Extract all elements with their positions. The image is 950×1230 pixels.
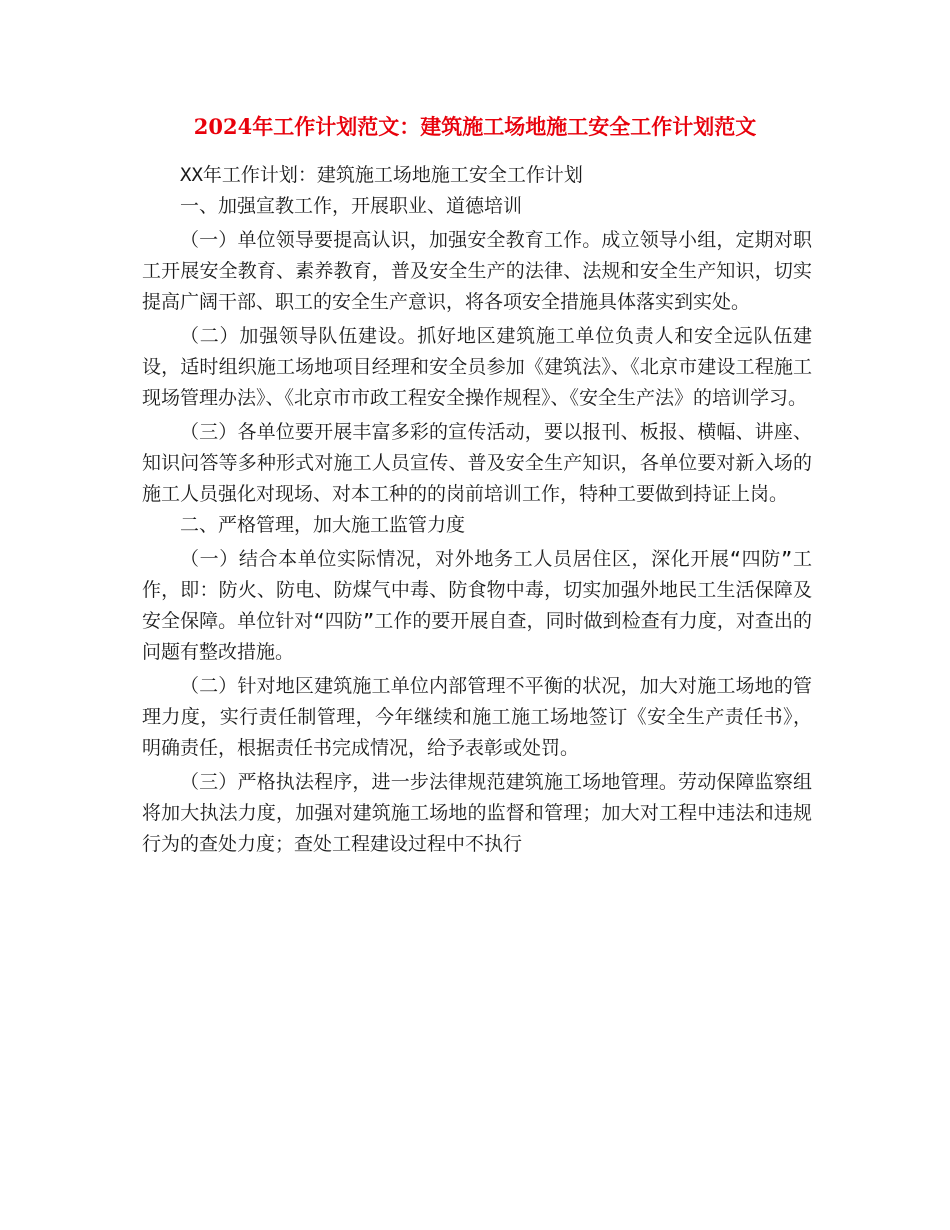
- paragraph-1-3: （三）各单位要开展丰富多彩的宣传活动，要以报刊、板报、横幅、讲座、知识问答等多种形式对施工人员宣传、普及安全生产知识，各单位要对新入场的施工人员强化对现场、对本工种的的岗前培训工作，特种工要做到持证上岗。: [142, 421, 812, 505]
- paragraph-1-1: （一）单位领导要提高认识，加强安全教育工作。成立领导小组，定期对职工开展安全教育、素养教育，普及安全生产的法律、法规和安全生产知识，切实提高广阔干部、职工的安全生产意识，将各项安全措施具体落实到实处。: [142, 229, 812, 313]
- section-heading-2: 二、严格管理，加大施工监管力度: [180, 514, 466, 536]
- paragraph-1-2: （二）加强领导队伍建设。抓好地区建筑施工单位负责人和安全远队伍建设，适时组织施工场地项目经理和安全员参加《建筑法》、《北京市建设工程施工现场管理办法》、《北京市市政工程安全操作规程》、《安全生产法》的培训学习。: [142, 325, 812, 409]
- paragraph-2-2: （二）针对地区建筑施工单位内部管理不平衡的状况，加大对施工场地的管理力度，实行责任制管理，今年继续和施工施工场地签订《安全生产责任书》，明确责任，根据责任书完成情况，给予表彰或处罚。: [142, 675, 812, 759]
- document-body: [142, 160, 812, 860]
- paragraph-2-1: （一）结合本单位实际情况，对外地务工人员居住区，深化开展“四防”工作，即：防火、防电、防煤气中毒、防食物中毒，切实加强外地民工生活保障及安全保障。单位针对“四防”工作的要开展自查，同时做到检查有力度，对查出的问题有整改措施。: [142, 548, 812, 663]
- section-heading-1: 一、加强宣教工作，开展职业、道德培训: [180, 195, 523, 217]
- paragraph-subtitle: XX年工作计划：建筑施工场地施工安全工作计划: [180, 164, 583, 186]
- paragraph-2-3: （三）严格执法程序，进一步法律规范建筑施工场地管理。劳动保障监察组将加大执法力度，加强对建筑施工场地的监督和管理；加大对工程中违法和违规行为的查处力度；查处工程建设过程中不执行: [142, 771, 812, 855]
- document-title: 2024年工作计划范文：建筑施工场地施工安全工作计划范文: [193, 114, 757, 139]
